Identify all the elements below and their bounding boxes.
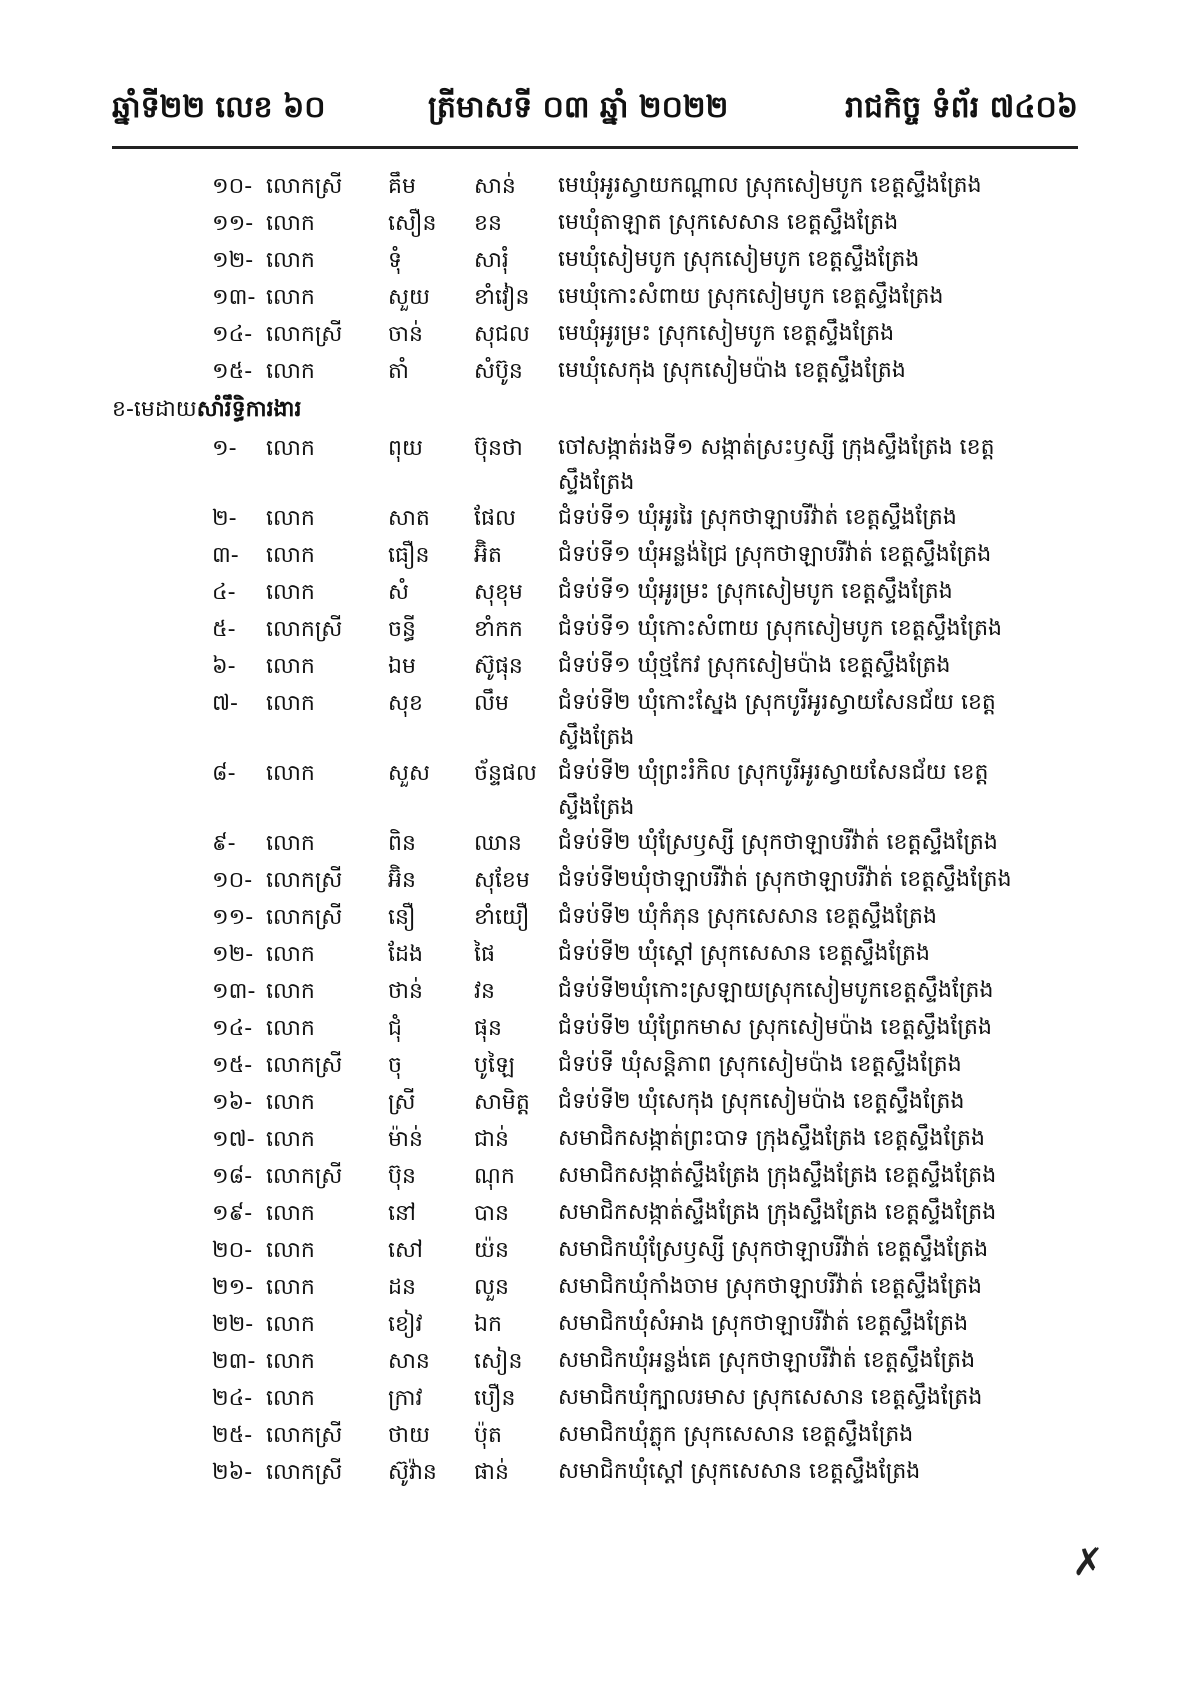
given-name: វន (474, 979, 495, 1004)
item-number: ២១- (212, 1275, 254, 1300)
given-name: យ៉ន (474, 1238, 509, 1263)
item-number: ១៨- (212, 1164, 253, 1189)
gazette-page-label: រាជកិច្ច ទំព័រ ៧៤០៦ (845, 90, 1078, 125)
issue-label: ឆ្នាំទី២២ លេខ ៦០ (112, 90, 326, 125)
given-name: បូឡៃ (474, 1053, 515, 1078)
item-number: ១៧- (212, 1127, 255, 1152)
position: សមាជិកសង្កាត់ស្ទឹងត្រែង ក្រុងស្ទឹងត្រែង ខេត្តស្ទឹងត្រែង (558, 1163, 997, 1188)
item-number: ១៤- (212, 322, 253, 347)
list-item (0, 1269, 1191, 1306)
item-number: ១១- (212, 905, 254, 930)
given-name: បាន (474, 1201, 509, 1226)
position: សមាជិកឃុំក្បាលរមាស ស្រុកសេសាន ខេត្តស្ទឹងត្រែង (558, 1385, 983, 1410)
list-item (0, 1380, 1191, 1417)
given-name: ប៉ុត (474, 1423, 502, 1448)
given-name: លឹម (474, 691, 509, 716)
honorific: លោក (266, 979, 315, 1004)
position: ជំទប់ទី២ឃុំកោះស្រឡាយស្រុកសៀមបូកខេត្តស្ទឹងត្រែង (558, 978, 994, 1003)
item-number: ២៥- (212, 1423, 253, 1448)
item-number: ១២- (212, 248, 254, 273)
item-number: ១- (212, 436, 237, 461)
list-item (0, 1417, 1191, 1454)
item-number: ៤- (212, 580, 236, 605)
given-name: សាមិត្ត (474, 1090, 530, 1115)
given-name: ផៃ (474, 942, 495, 967)
honorific: លោកស្រី (266, 868, 343, 893)
position: សមាជិកឃុំអន្លង់គេ ស្រុកថាឡាបរីវ៉ាត់ ខេត្តស្ទឹងត្រែង (558, 1348, 976, 1373)
family-name: ពិន (388, 831, 416, 856)
item-number: ១២- (212, 942, 254, 967)
honorific: លោក (266, 506, 315, 531)
honorific: លោក (266, 691, 315, 716)
family-name: នឿ (388, 905, 416, 930)
position: ជំទប់ទី ឃុំសន្តិភាព ស្រុកសៀមប៉ាង ខេត្តស្ទឹងត្រែង (558, 1052, 962, 1077)
family-name: នៅ (388, 1201, 416, 1226)
item-number: ២០- (212, 1238, 253, 1263)
position: ជំទប់ទី២ ឃុំស្រែឫស្សី ស្រុកថាឡាបរីវ៉ាត់ ខេត្តស្ទឹងត្រែង (558, 830, 998, 855)
honorific: លោក (266, 436, 315, 461)
list-item (0, 430, 1191, 500)
list-item (0, 205, 1191, 242)
list-item (0, 1084, 1191, 1121)
position: ចៅសង្កាត់រងទី១ សង្កាត់ស្រះឫស្សី ក្រុងស្ទឹងត្រែង ខេត្តស្ទឹងត្រែង (558, 435, 995, 495)
position: សមាជិកឃុំភ្លុក ស្រុកសេសាន ខេត្តស្ទឹងត្រែង (558, 1422, 914, 1447)
given-name: ជាន់ (474, 1127, 509, 1152)
item-number: ១១- (212, 211, 254, 236)
honorific: លោកស្រី (266, 1164, 343, 1189)
item-number: ២- (212, 506, 237, 531)
item-number: ១៩- (212, 1201, 253, 1226)
section-prefix: ខ-មេដាយ (112, 397, 197, 422)
honorific: លោកស្រី (266, 1423, 343, 1448)
given-name: លួន (474, 1275, 509, 1300)
item-number: ២៤- (212, 1386, 253, 1411)
list-item (0, 1010, 1191, 1047)
honorific: លោក (266, 1312, 315, 1337)
family-name: សួស (388, 761, 430, 786)
item-number: ៦- (212, 654, 236, 679)
list-item (0, 685, 1191, 755)
family-name: ចាន់ (388, 322, 423, 347)
list-item (0, 825, 1191, 862)
list-item (0, 648, 1191, 685)
list-item (0, 316, 1191, 353)
signature-mark: ✗ (1072, 1540, 1104, 1584)
family-name: ក្រាវ (388, 1386, 423, 1411)
family-name: ម៉ាន់ (388, 1127, 423, 1152)
list-item (0, 1195, 1191, 1232)
position: មេឃុំអូរម្រះ ស្រុកសៀមបូក ខេត្តស្ទឹងត្រែង (558, 321, 895, 346)
honorific: លោកស្រី (266, 1053, 343, 1078)
given-name: សារុំ (474, 248, 509, 273)
family-name: ចន្ធី (388, 617, 416, 642)
honorific: លោក (266, 1349, 315, 1374)
honorific: លោកស្រី (266, 1460, 343, 1485)
item-number: ៨- (212, 761, 236, 786)
family-name: ទុំ (388, 248, 402, 273)
honorific: លោកស្រី (266, 174, 343, 199)
given-name: បឿន (474, 1386, 516, 1411)
given-name: អ៊ិត (474, 543, 502, 568)
honorific: លោក (266, 1090, 315, 1115)
position: ជំទប់ទី១ ឃុំអូរម្រះ ស្រុកសៀមបូក ខេត្តស្ទឹងត្រែង (558, 579, 953, 604)
honorific: លោក (266, 580, 315, 605)
item-number: ៧- (212, 691, 238, 716)
given-name: ស៊ូផុន (474, 654, 523, 679)
honorific: លោក (266, 1201, 315, 1226)
position: សមាជិកសង្កាត់ស្ទឹងត្រែង ក្រុងស្ទឹងត្រែង ខេត្តស្ទឹងត្រែង (558, 1200, 997, 1225)
list-item (0, 1454, 1191, 1491)
list-item (0, 500, 1191, 537)
list-item (0, 1158, 1191, 1195)
list-item (0, 353, 1191, 390)
list-item (0, 168, 1191, 205)
position: ជំទប់ទី១ ឃុំអូររៃ ស្រុកថាឡាបរីវ៉ាត់ ខេត្តស្ទឹងត្រែង (558, 505, 957, 530)
position: សមាជិកឃុំស្រែឫស្សី ស្រុកថាឡាបរីវ៉ាត់ ខេត្តស្ទឹងត្រែង (558, 1237, 989, 1262)
honorific: លោក (266, 1016, 315, 1041)
honorific: លោក (266, 1275, 315, 1300)
position: ជំទប់ទី២ ឃុំព្រះរំកិល ស្រុកបូរីអូរស្វាយសែនជ័យ ខេត្តស្ទឹងត្រែង (558, 760, 989, 820)
position: មេឃុំអូរស្វាយកណ្ដាល ស្រុកសៀមបូក ខេត្តស្ទឹងត្រែង (558, 173, 982, 198)
position: ជំទប់ទី១ ឃុំថ្មកែវ ស្រុកសៀមប៉ាង ខេត្តស្ទឹងត្រែង (558, 653, 951, 678)
page-header (112, 88, 1078, 138)
list-item (0, 242, 1191, 279)
honorific: លោក (266, 1386, 315, 1411)
award-list (0, 168, 1191, 1491)
given-name: ខាំវៀន (474, 285, 530, 310)
list-item (0, 1343, 1191, 1380)
family-name: សាន (388, 1349, 430, 1374)
item-number: ២២- (212, 1312, 254, 1337)
family-name: សាត (388, 506, 430, 531)
honorific: លោក (266, 1127, 315, 1152)
family-name: សឿន (388, 211, 437, 236)
family-name: ដន (388, 1275, 416, 1300)
family-name: ស៊ូវ៉ាន (388, 1460, 437, 1485)
position: មេឃុំតាឡាត ស្រុកសេសាន ខេត្តស្ទឹងត្រែង (558, 210, 899, 235)
item-number: ១៦- (212, 1090, 253, 1115)
item-number: ១០- (212, 868, 253, 893)
family-name: ថាយ (388, 1423, 430, 1448)
honorific: លោក (266, 761, 315, 786)
position: ជំទប់ទី២ ឃុំសេកុង ស្រុកសៀមប៉ាង ខេត្តស្ទឹងត្រែង (558, 1089, 965, 1114)
position: ជំទប់ទី២ ឃុំកំភុន ស្រុកសេសាន ខេត្តស្ទឹងត្រែង (558, 904, 937, 929)
list-item (0, 1047, 1191, 1084)
list-item (0, 862, 1191, 899)
list-item (0, 611, 1191, 648)
header-divider (112, 146, 1078, 149)
honorific: លោក (266, 285, 315, 310)
list-item (0, 899, 1191, 936)
position: ជំទប់ទី១ ឃុំអន្លង់ជ្រៃ ស្រុកថាឡាបរីវ៉ាត់ ខេត្តស្ទឹងត្រែង (558, 542, 992, 567)
position: មេឃុំកោះសំពាយ ស្រុកសៀមបូក ខេត្តស្ទឹងត្រែង (558, 284, 944, 309)
given-name: សុជល (474, 322, 530, 347)
item-number: ១៥- (212, 359, 253, 384)
section-heading (0, 390, 1191, 430)
honorific: លោកស្រី (266, 905, 343, 930)
item-number: ១៥- (212, 1053, 253, 1078)
family-name: ពុយ (388, 436, 423, 461)
given-name: ផាន់ (474, 1460, 509, 1485)
position: ជំទប់ទី២ឃុំថាឡាបរីវ៉ាត់ ស្រុកថាឡាបរីវ៉ាត់ ខេត្តស្ទឹងត្រែង (558, 867, 1012, 892)
honorific: លោកស្រី (266, 617, 343, 642)
item-number: ១៣- (212, 979, 256, 1004)
given-name: សុខែម (474, 868, 530, 893)
family-name: សំ (388, 580, 409, 605)
family-name: សៅ (388, 1238, 423, 1263)
list-item (0, 574, 1191, 611)
given-name: សៀន (474, 1349, 523, 1374)
given-name: ច័ន្ទផល (474, 761, 537, 786)
family-name: ឯម (388, 654, 416, 679)
given-name: ផុន (474, 1016, 502, 1041)
family-name: តាំ (388, 359, 409, 384)
list-item (0, 537, 1191, 574)
list-item (0, 279, 1191, 316)
family-name: សុខ (388, 691, 423, 716)
honorific: លោក (266, 359, 315, 384)
family-name: ស្រី (388, 1090, 416, 1115)
given-name: ផែល (474, 506, 516, 531)
list-item (0, 1232, 1191, 1269)
position: មេឃុំសៀមបូក ស្រុកសៀមបូក ខេត្តស្ទឹងត្រែង (558, 247, 920, 272)
quarter-label: ត្រីមាសទី ០៣ ឆ្នាំ ២០២២ (428, 90, 729, 125)
given-name: ណុក (474, 1164, 515, 1189)
list-item (0, 1306, 1191, 1343)
item-number: ៩- (212, 831, 236, 856)
position: ជំទប់ទី២ ឃុំព្រែកមាស ស្រុកសៀមប៉ាង ខេត្តស្ទឹងត្រែង (558, 1015, 992, 1040)
honorific: លោក (266, 942, 315, 967)
family-name: ជុំ (388, 1016, 402, 1041)
family-name: ខៀវ (388, 1312, 423, 1337)
item-number: ៣- (212, 543, 239, 568)
family-name: ថាន់ (388, 979, 423, 1004)
item-number: ១៣- (212, 285, 256, 310)
position: មេឃុំសេកុង ស្រុកសៀមប៉ាង ខេត្តស្ទឹងត្រែង (558, 358, 906, 383)
honorific: លោក (266, 831, 315, 856)
honorific: លោក (266, 211, 315, 236)
position: សមាជិកឃុំសំអាង ស្រុកថាឡាបរីវ៉ាត់ ខេត្តស្ទឹងត្រែង (558, 1311, 969, 1336)
family-name: ធឿន (388, 543, 430, 568)
given-name: ខាំកក (474, 617, 523, 642)
list-item (0, 755, 1191, 825)
list-item (0, 936, 1191, 973)
item-number: ១៤- (212, 1016, 253, 1041)
family-name: អ៊ិន (388, 868, 416, 893)
item-number: ២៣- (212, 1349, 256, 1374)
given-name: សំប៊ូន (474, 359, 523, 384)
position: ជំទប់ទី១ ឃុំកោះសំពាយ ស្រុកសៀមបូក ខេត្តស្ទឹងត្រែង (558, 616, 1003, 641)
section-title: សាំរឹទ្ធិការងារ (196, 397, 302, 422)
honorific: លោក (266, 654, 315, 679)
list-item (0, 973, 1191, 1010)
given-name: ឯក (474, 1312, 502, 1337)
given-name: ប៊ុនថា (474, 436, 523, 461)
list-item (0, 1121, 1191, 1158)
given-name: ខាំយឿ (474, 905, 530, 930)
family-name: សួយ (388, 285, 430, 310)
item-number: ៥- (212, 617, 236, 642)
position: សមាជិកឃុំស្ដៅ ស្រុកសេសាន ខេត្តស្ទឹងត្រែង (558, 1459, 921, 1484)
family-name: ដែង (388, 942, 423, 967)
position: ជំទប់ទី២ ឃុំកោះស្នែង ស្រុកបូរីអូរស្វាយសែនជ័យ ខេត្តស្ទឹងត្រែង (558, 690, 996, 750)
given-name: ខន (474, 211, 502, 236)
family-name: ចុ (388, 1053, 402, 1078)
honorific: លោក (266, 1238, 315, 1263)
family-name: គឹម (388, 174, 416, 199)
given-name: សាន់ (474, 174, 516, 199)
family-name: ប៊ុន (388, 1164, 416, 1189)
item-number: ១០- (212, 174, 253, 199)
given-name: ឈាន (474, 831, 522, 856)
position: សមាជិកឃុំកាំងចាម ស្រុកថាឡាបរីវ៉ាត់ ខេត្តស្ទឹងត្រែង (558, 1274, 983, 1299)
position: ជំទប់ទី២ ឃុំស្ដៅ ស្រុកសេសាន ខេត្តស្ទឹងត្រែង (558, 941, 930, 966)
honorific: លោក (266, 543, 315, 568)
honorific: លោកស្រី (266, 322, 343, 347)
position: សមាជិកសង្កាត់ព្រះបាទ ក្រុងស្ទឹងត្រែង ខេត្តស្ទឹងត្រែង (558, 1126, 985, 1151)
given-name: សុខុម (474, 580, 523, 605)
item-number: ២៦- (212, 1460, 253, 1485)
honorific: លោក (266, 248, 315, 273)
